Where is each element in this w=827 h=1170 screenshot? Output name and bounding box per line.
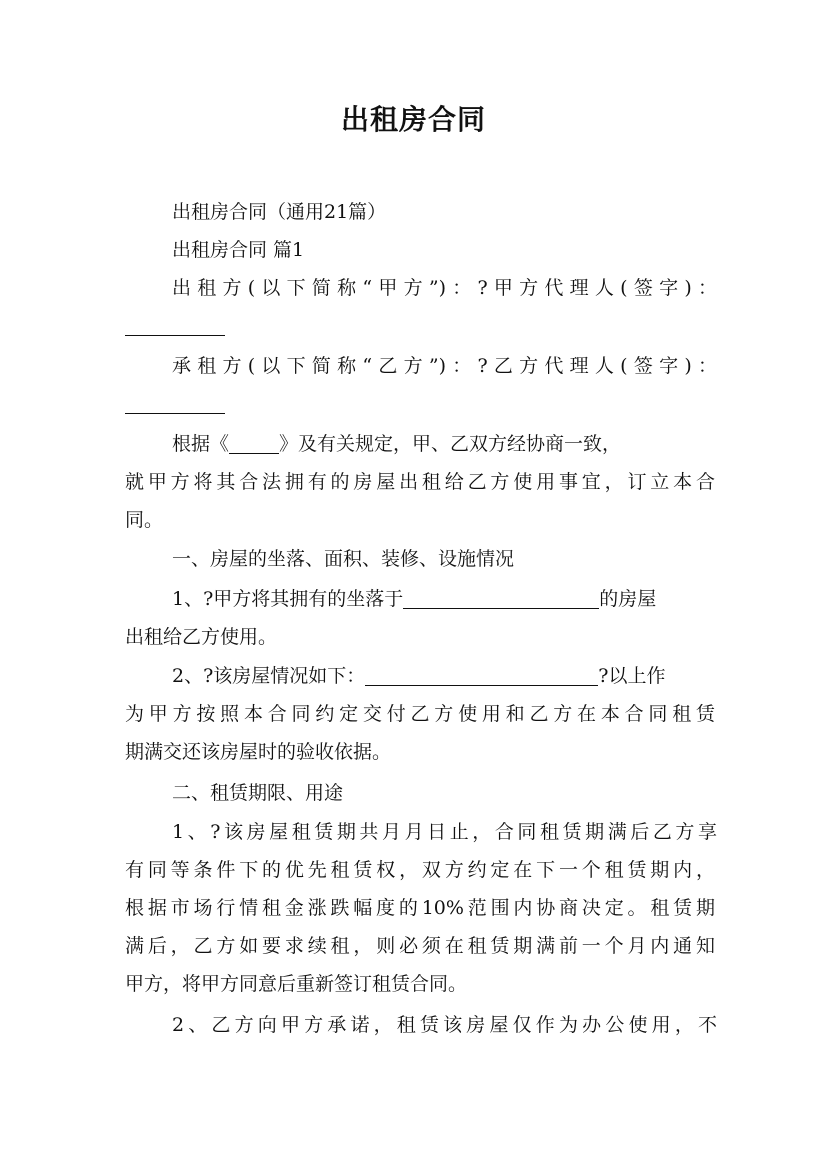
paragraph-basis-line-1 (172, 425, 717, 463)
section-heading-part-1: 出租房合同 篇1 (172, 239, 305, 261)
clause-2-1-line-5: 甲方，将甲方同意后重新签订租赁合同。 (125, 973, 468, 995)
clause-1-2-line-3: 期满交还该房屋时的验收依据。 (125, 741, 392, 763)
basis-text-start: 根据《 (172, 433, 230, 455)
clause-2-2-line-1: 2、乙方向甲方承诺，租赁该房屋仅作为办公使用，不 (172, 1014, 717, 1036)
party-a-line: 出租方(以下简称“甲方”)：?甲方代理人(签字)： (172, 277, 717, 299)
clause-1-2-text-end: ?以上作 (598, 665, 666, 687)
party-b-line: 承租方(以下简称“乙方”)：?乙方代理人(签字)： (172, 355, 717, 377)
clause-1-2-line-1 (172, 657, 717, 695)
section-heading-1: 一、房屋的坐落、面积、装修、设施情况 (172, 548, 515, 570)
party-b-signature-blank (125, 413, 225, 414)
document-title: 出租房合同 (340, 103, 486, 136)
basis-text-end: 》及有关规定，甲、乙双方经协商一致， (279, 433, 622, 455)
clause-1-1-text-start: 1、?甲方将其拥有的坐落于 (172, 588, 404, 610)
location-blank (403, 590, 599, 609)
clause-2-1-line-4: 满后，乙方如要求续租，则必须在租赁期满前一个月内通知 (125, 935, 715, 957)
paragraph-basis-line-3: 同。 (125, 509, 164, 531)
house-condition-blank (365, 667, 598, 686)
paragraph-basis-line-2: 就甲方将其合法拥有的房屋出租给乙方使用事宜，订立本合 (125, 471, 715, 493)
clause-1-2-line-2: 为甲方按照本合同约定交付乙方使用和乙方在本合同租赁 (125, 703, 715, 725)
clause-2-1-line-2: 有同等条件下的优先租赁权，双方约定在下一个租赁期内， (125, 859, 715, 881)
contract-subtitle: 出租房合同（通用21篇） (172, 201, 387, 223)
clause-1-2-text-start: 2、?该房屋情况如下： (172, 665, 366, 687)
clause-1-1-line-1 (172, 580, 717, 618)
clause-1-1-text-end: 的房屋 (599, 588, 657, 610)
law-name-blank (229, 435, 279, 454)
clause-1-1-line-2: 出租给乙方使用。 (125, 626, 278, 648)
clause-2-1-line-3: 根据市场行情租金涨跌幅度的10%范围内协商决定。租赁期 (125, 897, 715, 919)
party-a-signature-blank (125, 335, 225, 336)
section-heading-2: 二、租赁期限、用途 (172, 782, 344, 804)
clause-2-1-line-1: 1、?该房屋租赁期共月月日止，合同租赁期满后乙方享 (172, 821, 717, 843)
